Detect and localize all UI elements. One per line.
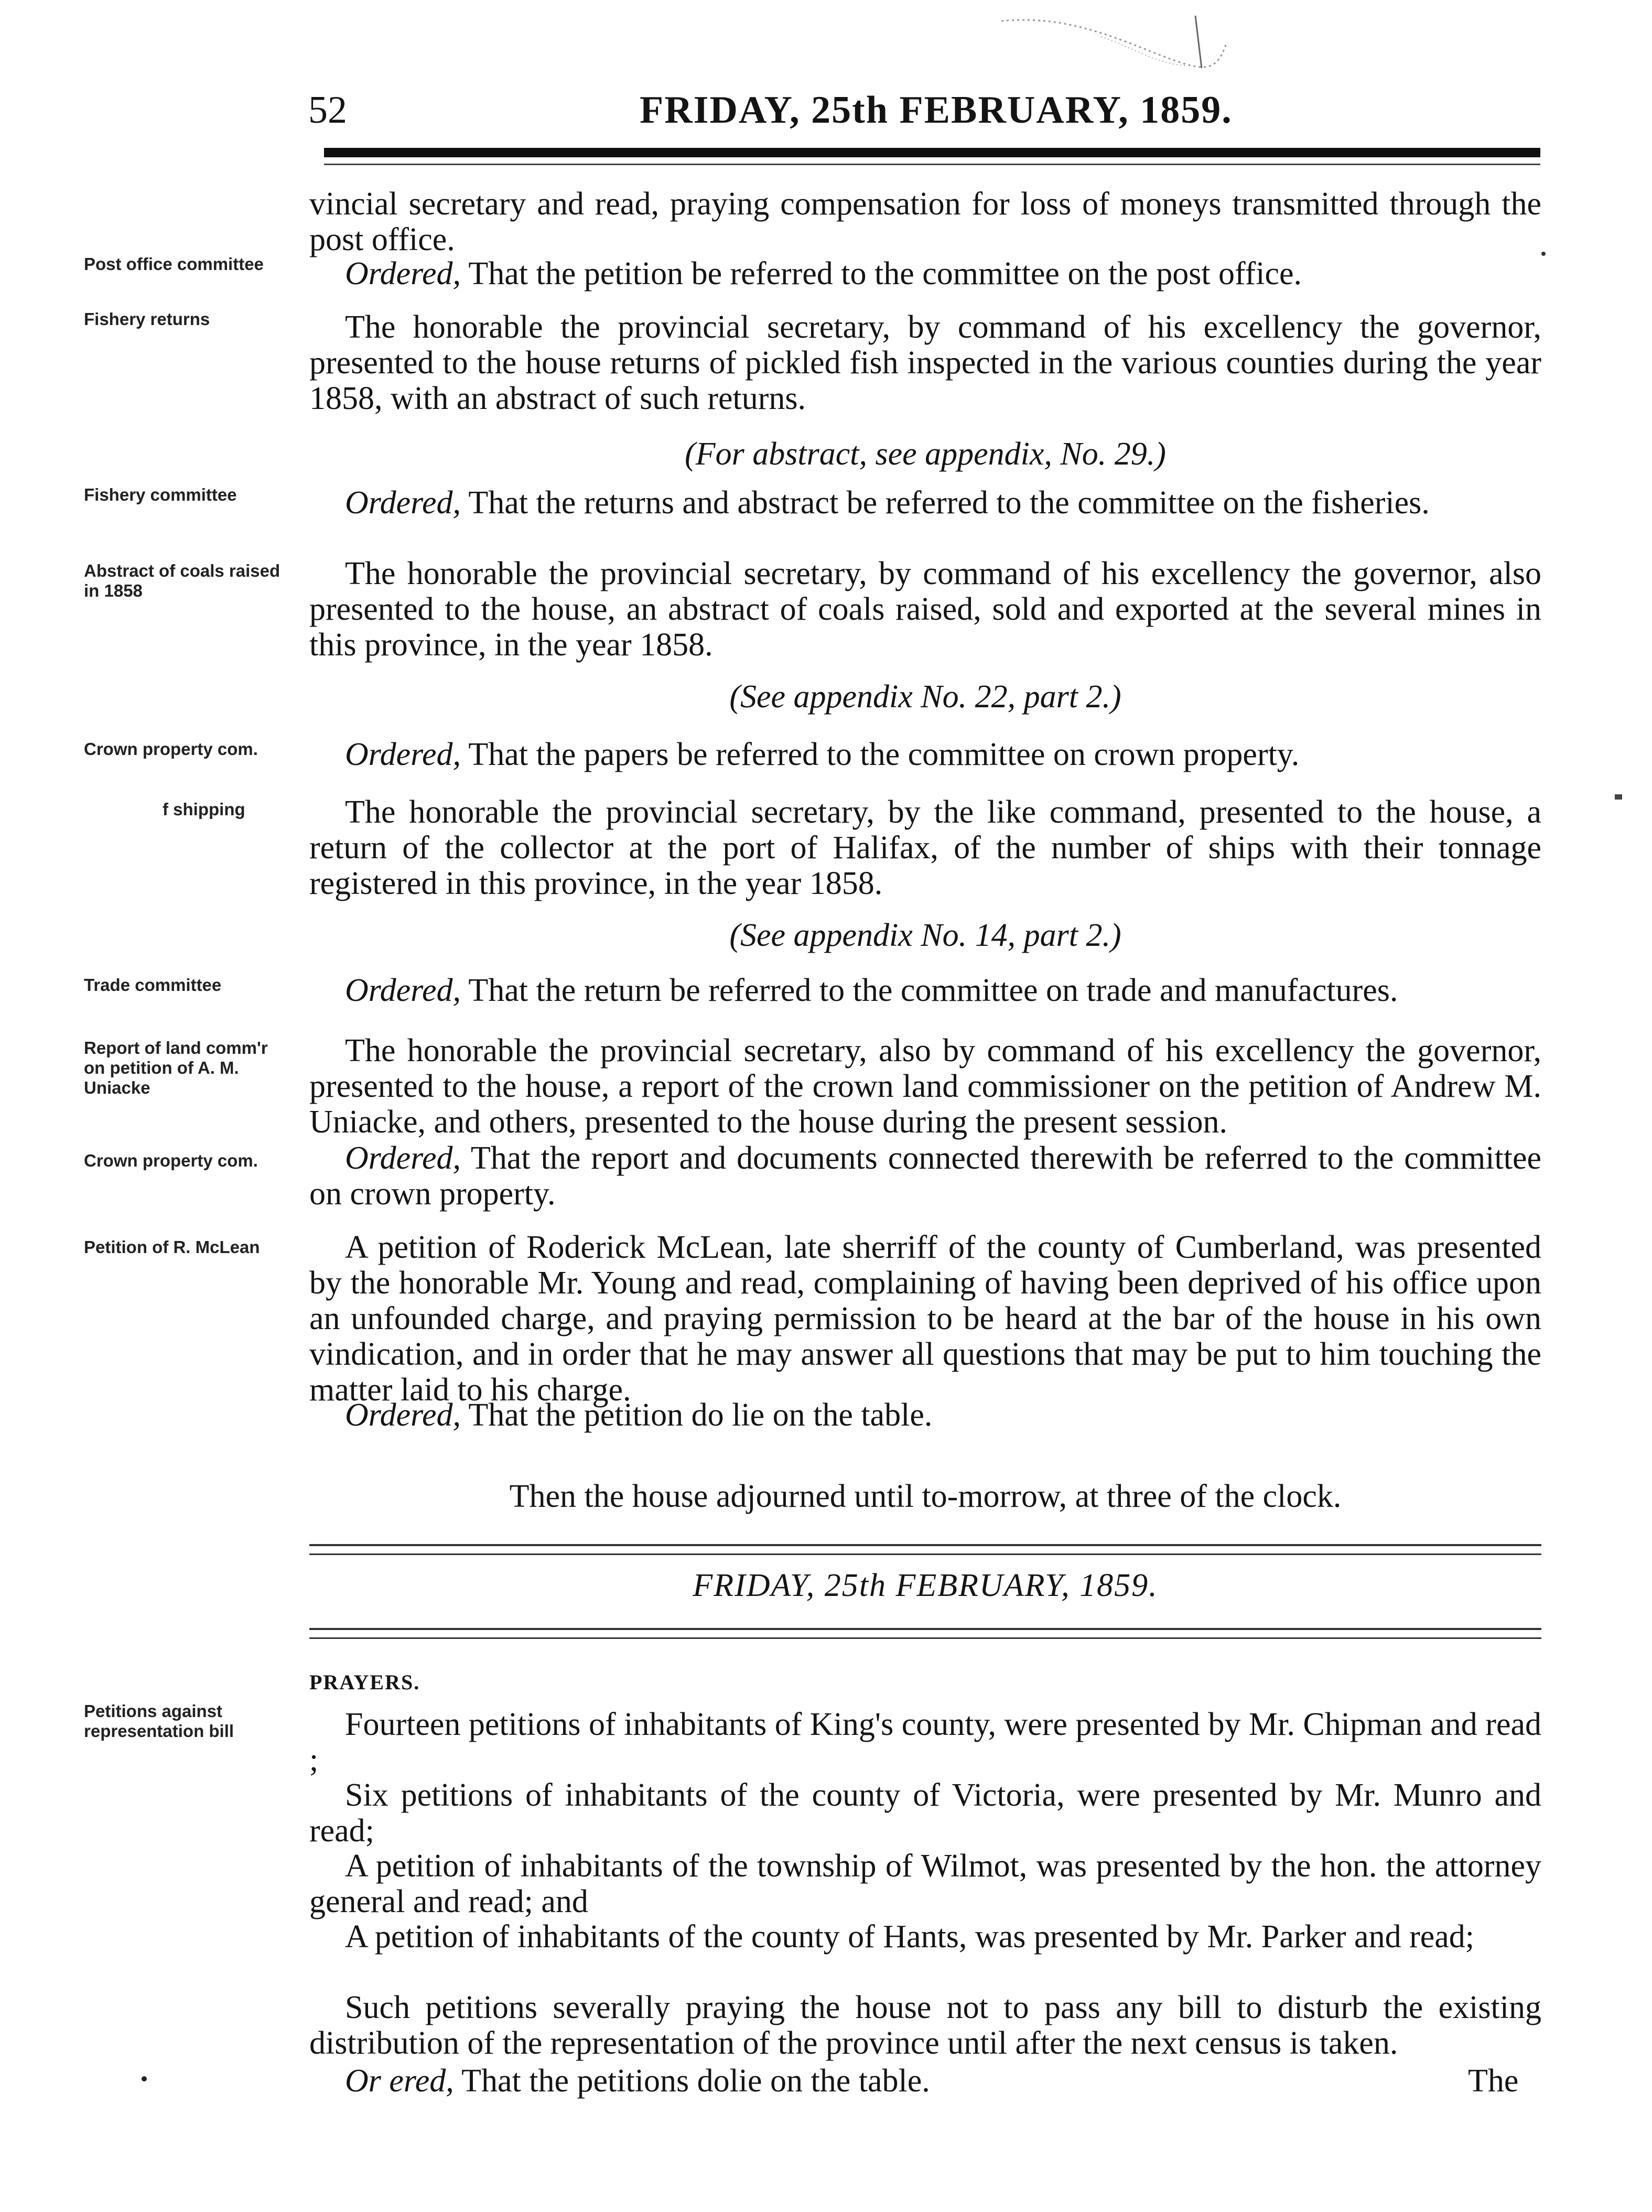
margin-note-fishery-returns: Fishery returns [84, 309, 210, 329]
margin-note-land-report: Report of land comm'r on petition of A. M. Uniacke [84, 1038, 268, 1097]
paragraph-continuation: vincial secretary and read, praying compensation for loss of moneys transmitted through the post office. [309, 186, 1541, 257]
margin-note-crown-property: Crown property com. [84, 739, 258, 759]
margin-note-shipping: f shipping [163, 800, 245, 819]
paragraph-fishery-returns: The honorable the provincial secretary, by command of his excellency the governor, presented to the house returns of pickled fish inspected in the various counties during the year 1858, with an abstract of such returns. [309, 309, 1541, 416]
order-crown-property [309, 737, 1541, 772]
speck [1541, 252, 1546, 256]
prayers-label: PRAYERS. [309, 1670, 420, 1694]
appendix-reference: (See appendix No. 14, part 2.) [729, 918, 1121, 953]
margin-note-crown-property-2: Crown property com. [84, 1151, 258, 1170]
order-text: That the petition be referred to the committee on the post office. [460, 256, 1302, 292]
margin-note-mclean: Petition of R. McLean [84, 1237, 260, 1257]
order-crown-property-2 [309, 1140, 1541, 1212]
page-number: 52 [308, 89, 347, 132]
ordered-label: Ordered, [345, 1397, 461, 1433]
margin-note-fishery-committee: Fishery committee [84, 485, 237, 504]
ordered-label: Ordered, [345, 485, 461, 521]
order-text: That the petitions dolie on the table. [454, 2063, 930, 2099]
petition-hants: A petition of inhabitants of the county of Hants, was presented by Mr. Parker and read; [345, 1919, 1474, 1955]
petition-wilmot: A petition of inhabitants of the township of Wilmot, was presented by the hon. the attorney general and read; and [309, 1848, 1541, 1919]
scan-smudge [996, 10, 1237, 79]
order-text: That the papers be referred to the committee on crown property. [460, 737, 1300, 772]
section-heading: FRIDAY, 25th FEBRUARY, 1859. [693, 1568, 1158, 1603]
ordered-label: Ordered, [345, 973, 461, 1008]
margin-note-coals: Abstract of coals raised in 1858 [84, 561, 280, 600]
appendix-reference: (For abstract, see appendix, No. 29.) [685, 436, 1166, 472]
section-rule-top [309, 1544, 1541, 1555]
margin-note-trade: Trade committee [84, 975, 222, 995]
margin-note-post-office: Post office committee [84, 254, 264, 274]
order-lie-on-table [309, 1397, 1541, 1433]
paragraph-land-report: The honorable the provincial secretary, also by command of his excellency the governor, presented to the house, a report of the crown land commissioner on the petition of Andrew M. Uniacke, and others, presented to the house during the present session. [309, 1033, 1541, 1140]
order-fisheries [309, 485, 1541, 521]
adjournment-line: Then the house adjourned until to-morrow, at three of the clock. [509, 1479, 1342, 1514]
section-rule-bottom [309, 1628, 1541, 1639]
catchword: The [1468, 2063, 1519, 2099]
order-trade [309, 973, 1541, 1008]
order-text: That the returns and abstract be referred to the committee on the fisheries. [460, 485, 1430, 521]
order-petitions-lie [309, 2063, 1541, 2099]
page-heading: FRIDAY, 25th FEBRUARY, 1859. [640, 89, 1233, 132]
speck [1615, 794, 1622, 800]
ordered-label: Or ered, [345, 2063, 454, 2099]
header-rule-thin [324, 164, 1540, 165]
ordered-label: Ordered, [345, 1140, 461, 1176]
speck [142, 2076, 147, 2081]
petition-victoria: Six petitions of inhabitants of the county of Victoria, were presented by Mr. Munro and read; [309, 1777, 1541, 1849]
ordered-label: Ordered, [345, 737, 461, 772]
appendix-reference: (See appendix No. 22, part 2.) [729, 679, 1121, 715]
order-post-office [309, 256, 1541, 292]
order-text: That the report and documents connected therewith be referred to the committee on crown property. [309, 1140, 1541, 1212]
order-text: That the petition do lie on the table. [460, 1397, 933, 1433]
petitions-prayer: Such petitions severally praying the house not to pass any bill to disturb the existing distribution of the representation of the province until after the next census is taken. [309, 1990, 1541, 2061]
paragraph-coals: The honorable the provincial secretary, by command of his excellency the governor, also presented to the house, an abstract of coals raised, sold and exported at the several mines in this province, in the year 1858. [309, 556, 1541, 663]
paragraph-mclean-petition: A petition of Roderick McLean, late sherriff of the county of Cumberland, was presented by the honorable Mr. Young and read, complaining of having been deprived of his office upon an unfounded charge, and praying permission to be heard at the bar of the house in his own vindication, and in order that he may answer all questions that may be put to him touching the matter laid to his charge. [309, 1229, 1541, 1408]
order-text: That the return be referred to the committee on trade and manufactures. [460, 973, 1398, 1008]
paragraph-shipping: The honorable the provincial secretary, by the like command, presented to the house, a return of the collector at the port of Halifax, of the number of ships with their tonnage registered in this province, in the year 1858. [309, 794, 1541, 901]
ordered-label: Ordered, [345, 256, 461, 292]
margin-note-representation: Petitions against representation bill [84, 1701, 234, 1741]
header-rule [324, 148, 1540, 157]
petition-kings-county: Fourteen petitions of inhabitants of King's county, were presented by Mr. Chipman and read ; [309, 1707, 1541, 1778]
